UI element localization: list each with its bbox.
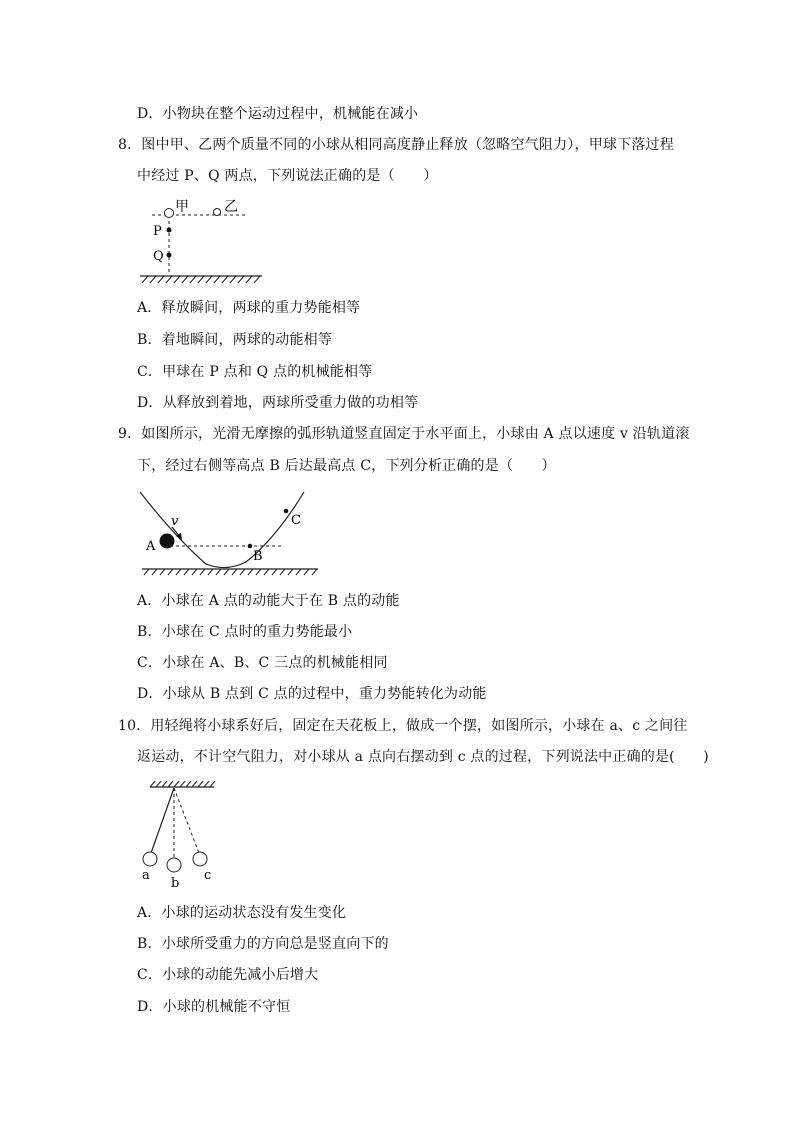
q9-label-a: A — [146, 539, 156, 554]
q8-stem-line2: 中经过 P、Q 两点，下列说法正确的是（ ） — [137, 168, 438, 184]
q10-ball-b — [167, 858, 181, 872]
q9-point-c — [284, 509, 289, 514]
q9-option-d: D．小球从 B 点到 C 点的过程中，重力势能转化为动能 — [137, 686, 487, 702]
q10-stem-line1: 10．用轻绳将小球系好后，固定在天花板上，做成一个摆，如图所示，小球在 a、c 之间往 — [118, 718, 688, 734]
q8-label-yi: 乙 — [224, 199, 238, 215]
q10-string-a — [151, 788, 174, 853]
q8-option-b: B．着地瞬间，两球的动能相等 — [137, 332, 333, 348]
q9-stem-line1: 9．如图所示，光滑无摩擦的弧形轨道竖直固定于水平面上，小球由 A 点以速度 v 沿轨道滚 — [118, 426, 690, 442]
q8-ball-jia — [165, 209, 174, 218]
q8-label-q: Q — [153, 249, 164, 264]
q9-label-c: C — [291, 513, 301, 528]
q8-label-p: P — [153, 224, 162, 239]
q10-option-d: D．小球的机械能不守恒 — [137, 999, 291, 1015]
q8-option-c: C．甲球在 P 点和 Q 点的机械能相等 — [137, 364, 373, 380]
q9-option-b: B．小球在 C 点时的重力势能最小 — [137, 624, 353, 640]
q10-option-b: B．小球所受重力的方向总是竖直向下的 — [137, 936, 389, 952]
q8-figure — [130, 192, 270, 292]
q10-ceiling-hatch — [150, 781, 215, 787]
q9-label-v: v — [171, 514, 179, 529]
q10-label-b: b — [171, 876, 180, 891]
q9-stem-line2: 下，经过右侧等高点 B 后达最高点 C，下列分析正确的是（ ） — [137, 458, 556, 474]
q9-option-a: A．小球在 A 点的动能大于在 B 点的动能 — [137, 593, 400, 609]
q10-option-a: A．小球的运动状态没有发生变化 — [137, 905, 347, 921]
q10-ball-a — [143, 852, 157, 866]
q8-ball-yi — [214, 209, 221, 216]
q9-label-b: B — [253, 549, 263, 564]
q9-figure — [136, 486, 326, 578]
q8-label-jia: 甲 — [175, 199, 189, 215]
q8-ground-hatch — [142, 276, 260, 283]
q10-label-a: a — [142, 868, 150, 883]
q8-option-a: A．释放瞬间，两球的重力势能相等 — [137, 300, 361, 316]
q10-stem-line2: 返运动，不计空气阻力，对小球从 a 点向右摆动到 c 点的过程，下列说法中正确的是( ) — [137, 749, 709, 765]
q10-ball-c — [193, 852, 207, 866]
q9-ball — [160, 534, 175, 549]
q9-ground-hatch — [144, 569, 317, 575]
q8-stem-line1: 8．图中甲、乙两个质量不同的小球从相同高度静止释放（忽略空气阻力），甲球下落过程 — [118, 137, 674, 153]
q10-label-c: c — [204, 868, 212, 883]
q9-option-c: C．小球在 A、B、C 三点的机械能相同 — [137, 655, 388, 671]
q10-string-c — [174, 788, 199, 853]
q8-point-p — [167, 228, 172, 233]
q9-arc-track — [140, 492, 304, 568]
q10-option-c: C．小球的动能先减小后增大 — [137, 967, 319, 983]
q9-point-b — [248, 544, 253, 549]
q10-figure — [136, 778, 226, 890]
q8-point-q — [167, 253, 172, 258]
q8-option-d: D．从释放到着地，两球所受重力做的功相等 — [137, 395, 419, 411]
q7-option-d: D．小物块在整个运动过程中，机械能在减小 — [137, 106, 419, 122]
